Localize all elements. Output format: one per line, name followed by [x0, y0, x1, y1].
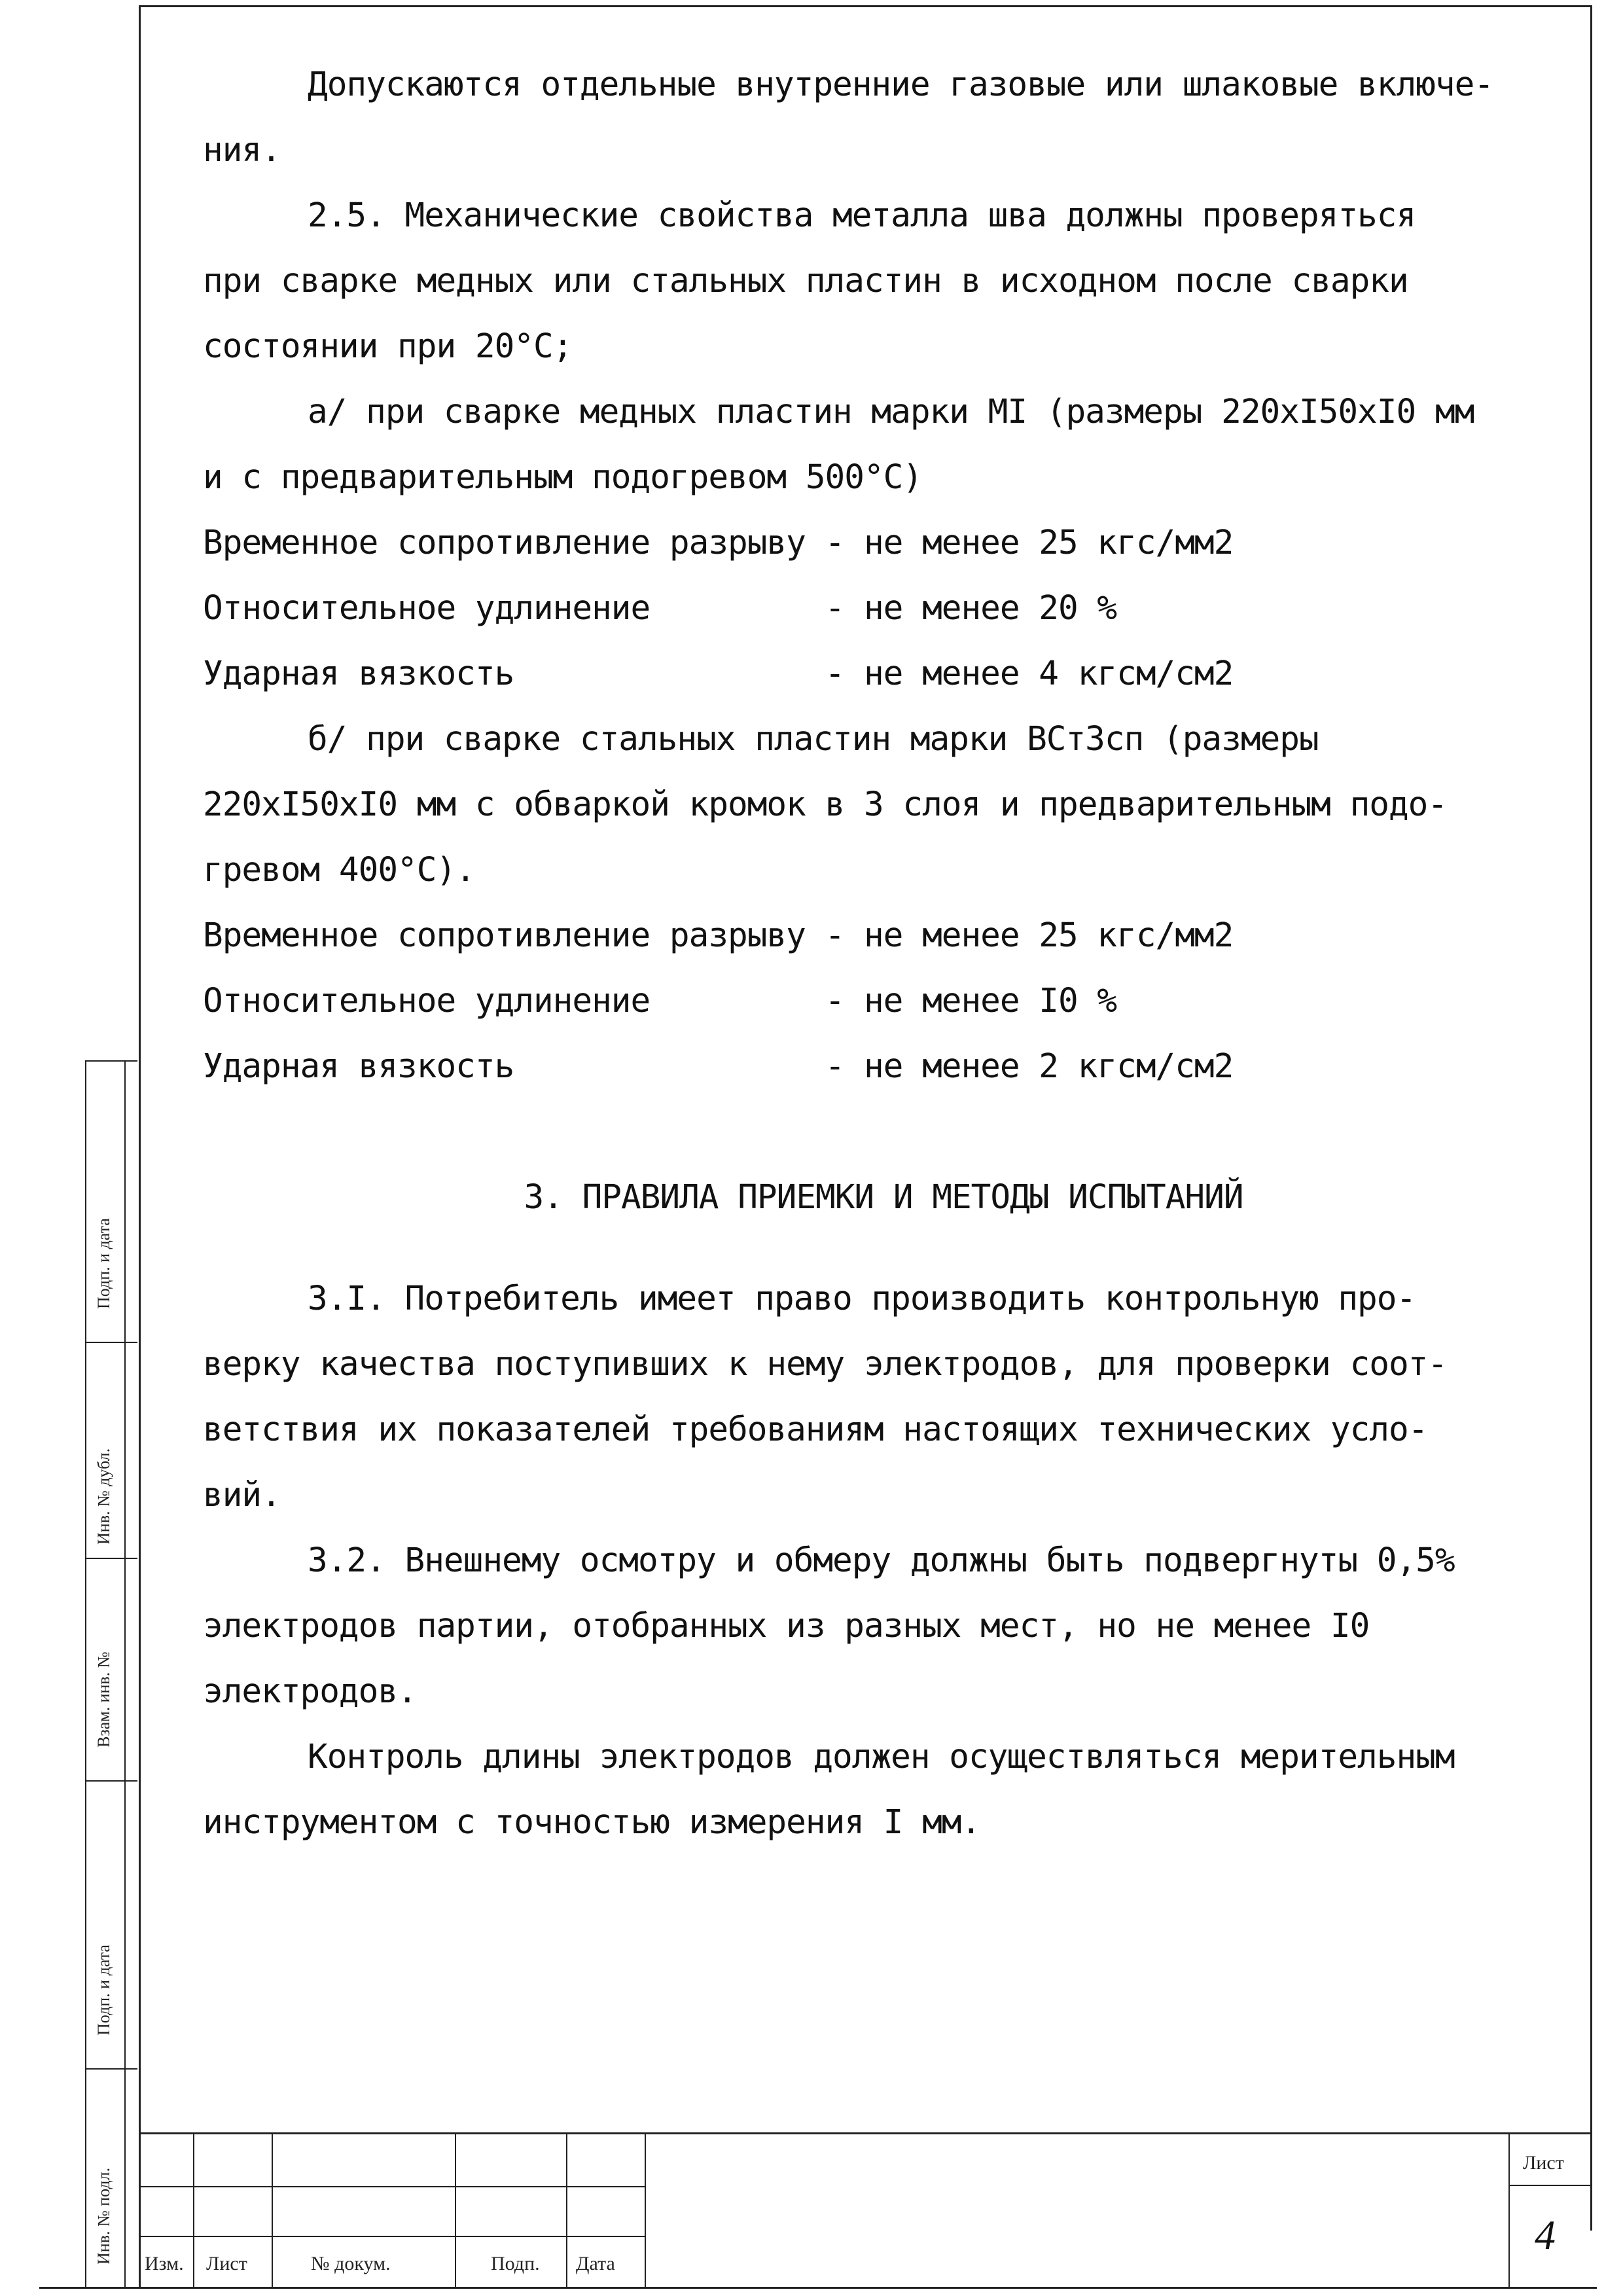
title-block-top-line [141, 2132, 1590, 2134]
title-block-podp: Подп. [491, 2253, 540, 2274]
side-stamp-divider [85, 1342, 137, 1343]
title-block-list: Лист [206, 2253, 247, 2274]
sheet-number: 4 [1535, 2212, 1556, 2258]
side-stamp-line [124, 1060, 126, 2287]
property-line: Временное сопротивление разрыву - не менее 25 кгс/мм2 [203, 916, 1234, 955]
side-stamp-column [39, 1060, 137, 2287]
title-block-col-line [272, 2132, 273, 2287]
text-line: состоянии при 20°С; [203, 327, 573, 366]
title-block [141, 2132, 1590, 2287]
title-block-col-line [645, 2132, 646, 2287]
title-block-col-line [193, 2132, 194, 2287]
property-line: Ударная вязкость - не менее 2 кгсм/см2 [203, 1047, 1234, 1086]
text-line: 3.I. Потребитель имеет право производить контрольную про- [308, 1280, 1416, 1318]
text-line: б/ при сварке стальных пластин марки ВСт3сп (размеры [308, 720, 1319, 759]
title-block-dokum: № докум. [311, 2253, 391, 2274]
title-block-col-line [455, 2132, 456, 2287]
text-line: электродов. [203, 1672, 417, 1711]
sheet-box-divider [1508, 2185, 1590, 2186]
side-stamp-divider [85, 1780, 137, 1782]
frame-left-border [139, 5, 141, 2287]
frame-top-border [139, 5, 1592, 7]
side-label-vzam-inv: Взам. инв. № [94, 1651, 113, 1748]
side-label-inv-dubl: Инв. № дубл. [94, 1448, 113, 1545]
section-heading: 3. ПРАВИЛА ПРИЕМКИ И МЕТОДЫ ИСПЫТАНИЙ [524, 1178, 1243, 1217]
title-block-col-line [566, 2132, 567, 2287]
text-line: Контроль длины электродов должен осуществляться мерительным [308, 1738, 1455, 1776]
title-block-row-line [141, 2236, 645, 2237]
text-line: Допускаются отдельные внутренние газовые или шлаковые включе- [308, 65, 1493, 104]
text-line: верку качества поступивших к нему электродов, для проверки соот- [203, 1345, 1448, 1384]
side-stamp-divider [85, 2068, 137, 2070]
title-block-izm: Изм. [145, 2253, 184, 2274]
text-line: вий. [203, 1476, 281, 1515]
text-line: инструментом с точностью измерения I мм. [203, 1803, 981, 1842]
sheet-box-left-line [1508, 2132, 1510, 2287]
text-line: 3.2. Внешнему осмотру и обмеру должны быть подвергнуты 0,5% [308, 1541, 1455, 1580]
frame-right-border [1590, 5, 1592, 2231]
side-label-inv-podl: Инв. № подл. [94, 2167, 113, 2265]
side-label-podp-data-2: Подп. и дата [94, 1945, 113, 2036]
section-2-text [203, 52, 1564, 1165]
text-line: электродов партии, отобранных из разных мест, но не менее I0 [203, 1607, 1370, 1645]
title-block-row-line [141, 2186, 645, 2187]
sheet-number-box [1508, 2132, 1590, 2287]
text-line: 220хI50хI0 мм с обваркой кромок в 3 слоя и предварительным подо- [203, 785, 1448, 824]
property-line: Временное сопротивление разрыву - не менее 25 кгс/мм2 [203, 524, 1234, 562]
text-line: при сварке медных или стальных пластин в исходном после сварки [203, 262, 1408, 300]
side-stamp-line [85, 1060, 86, 2287]
sheet-label: Лист [1523, 2152, 1564, 2174]
frame-bottom-border [39, 2287, 1597, 2289]
side-stamp-divider [85, 1060, 137, 1062]
side-label-podp-data-1: Подп. и дата [94, 1218, 113, 1309]
text-line: ветствия их показателей требованиям настоящих технических усло- [203, 1410, 1428, 1449]
property-line: Относительное удлинение - не менее 20 % [203, 589, 1117, 628]
text-line: а/ при сварке медных пластин марки МI (размеры 220хI50хI0 мм [308, 393, 1474, 431]
text-line: 2.5. Механические свойства металла шва должны проверяться [308, 196, 1416, 235]
text-line: и с предварительным подогревом 500°С) [203, 458, 923, 497]
property-line: Ударная вязкость - не менее 4 кгсм/см2 [203, 655, 1234, 693]
title-block-data: Дата [576, 2253, 615, 2274]
section-3-text [203, 1266, 1564, 1921]
property-line: Относительное удлинение - не менее I0 % [203, 982, 1117, 1020]
text-line: гревом 400°С). [203, 851, 475, 889]
text-line: ния. [203, 131, 281, 170]
